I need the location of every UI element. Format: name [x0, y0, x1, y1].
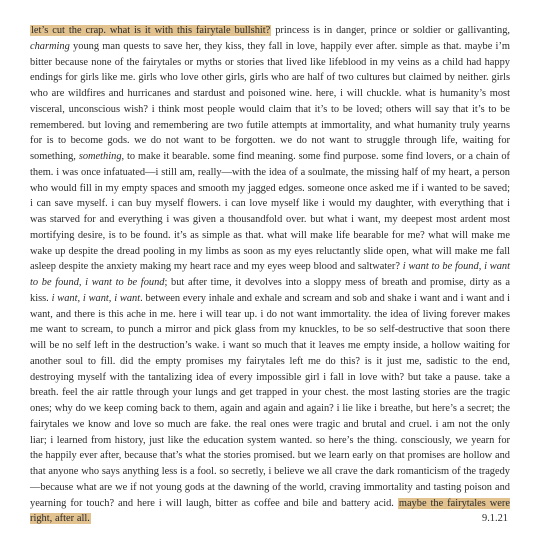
text-segment: ; but after time, it devolves into a sloppy mess of breath and promise, dirty as a kiss. [30, 277, 510, 304]
date-stamp: 9.1.21 [482, 513, 508, 525]
text-segment: princess is in danger, prince or soldier or gallivanting, [271, 25, 510, 36]
text-segment: young man quests to save her, they kiss, they fall in love, happily ever after. simple as that. maybe i’m bitter because none of the fairytales or myths or stories that lived like lifeblood in my veins as a child had happy endings for girls like me. girls who love other girls, girls who are half of two cultures but claimed by neither. girls who are wildfires and hurricanes and stardust and poisoned wine. here, i will chuckle. what is humanity’s most visceral, unconscious wish? i think most people would claim that it’s to be loved; others will say that it’s to be remembered. but loving and remembering are two futile attempts at immortality, and what humanity truly yearns for is to become gods. we do not want to be forgotten. we do not want to struggle through life, waiting for something, [30, 40, 510, 162]
closing-highlight: maybe the fairytales were right, after all. [30, 497, 510, 525]
opening-highlight: let’s cut the crap. what is it with this fairytale bullshit? [31, 25, 271, 36]
italic-segment: something [78, 151, 122, 162]
text-segment: . between every inhale and exhale and scream and sob and shake i want and i want and i want, and there is this ache in me. here i will tear up. i do not want immortality. the idea of living forever makes me want to scream, to punch a mirror and pick glass from my knuckles, to be so self-destructive that soon there will be no self left in the destruction’s wake. i want so much that it leaves me empty inside, a hollow waiting for another soul to fill. did the empty promises my fairytales left me do this? is it just me, sadistic to the end, destroying myself with the tantalizing idea of every impossible girl i fall in love with? but take a pause. take a breath. feel the air rattle through your lungs and get trapped in your chest. the most lasting stories are the tragic ones; why do we keep coming back to them, again and again and again? i lie like i breathe, but here’s a secret; the fairytales we know and love so much are fake. the real ones were tragic and brutal and cruel. i am not the only liar; i learned from history, just like the education system wanted. so here’s the thing. consciously, we yearn for the happily ever after, because that’s what the stories promised. but we learn early on that promises are hollow and that anyone who says anything less is a fool. so secretly, i believe we all crave the dark romanticism of the tragedy—because what are we if not young gods at the dawning of the world, craving immortality and tasting poison and yearning for touch? and here i will laugh, bitter as coffee and bile and battery acid. [30, 292, 510, 509]
text-segment: , to make it bearable. some find meaning. some find purpose. some find lovers, or a chain of them. i was once infatuated—i still am, really—with the idea of a soulmate, the missing half of my heart, a person who would fill in my empty spaces and smooth my jagged edges. someone once asked me if i wanted to be saved; i can save myself. i can buy myself flowers. i can love myself like i would my daughter, with everything that i was starved for and everything i was given a thousandfold over. but what i want, my deepest most ardent most mortifying desire, is to be found. it’s as simple as that. what will make life bearable for me? what will make me wake up despite the dread pooling in my limbs as soon as my eyes reluctantly slide open, what will make me fall asleep despite the anxiety making my heart race and my eyes weep blood and saltwater? [30, 151, 510, 273]
prose-poem [30, 23, 510, 527]
italic-segment: i want, i want, i want [51, 292, 141, 304]
italic-segment: charming [30, 40, 70, 52]
italic-segment: i want to be found, i want to be found, i want to be found [30, 261, 511, 288]
